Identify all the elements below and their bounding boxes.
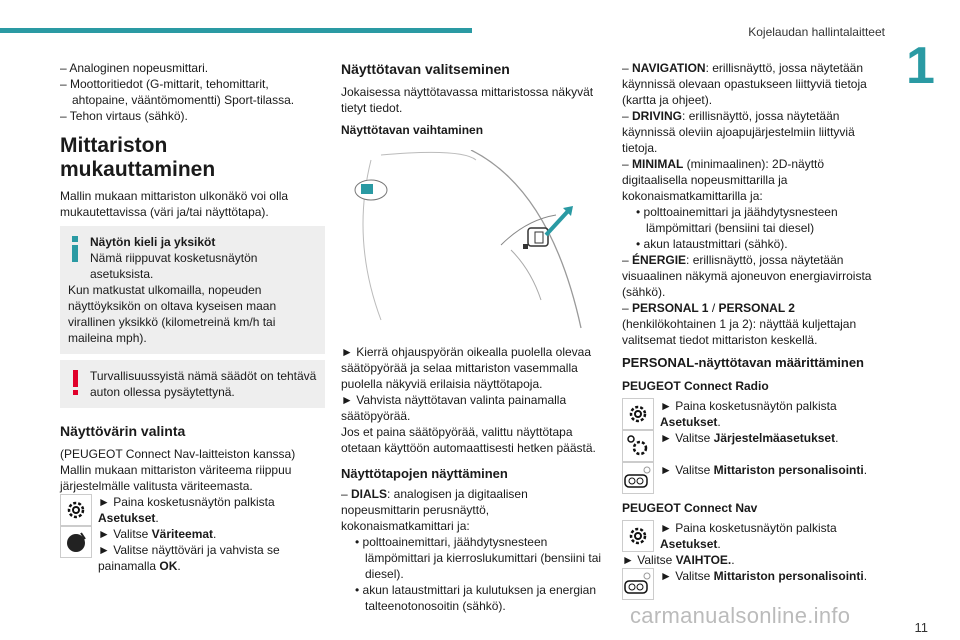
info-box xyxy=(60,226,325,354)
mode-personal: – PERSONAL 1 / PERSONAL 2 xyxy=(622,301,795,315)
subsection-heading: Näyttötavan vaihtaminen xyxy=(341,123,484,137)
step: ► Valitse Järjestelmäasetukset. xyxy=(622,430,884,462)
list-item: • akun lataustmittari ja kulutuksen ja energian talteenotonosoitin (sähkö). xyxy=(355,583,597,613)
section-heading: PERSONAL-näyttötavan määrittäminen xyxy=(622,355,864,370)
column-left xyxy=(60,60,325,574)
page-header-title: Kojelaudan hallintalaitteet xyxy=(748,25,885,39)
page-number: 11 xyxy=(914,620,928,635)
list-item: • akun lataustmittari (sähkö). xyxy=(636,237,788,251)
list-item: – Tehon virtaus (sähkö). xyxy=(60,109,188,123)
mode-dials: – DIALS: analogisen ja digitaalisen nopeusmittarin perusnäyttö, kokonaismatkamittari ja: xyxy=(341,487,528,533)
info-title: Näytön kieli ja yksiköt xyxy=(90,235,216,249)
subsection-heading: Näyttövärin valinta xyxy=(60,423,186,439)
info-text: Nämä riippuvat kosketusnäytön asetuksista. xyxy=(90,251,258,281)
paragraph: Jokaisessa näyttötavassa mittaristossa näkyvät tietyt tiedot. xyxy=(341,85,594,115)
subsection-heading: PEUGEOT Connect Nav xyxy=(622,501,758,515)
steering-wheel-illustration xyxy=(341,150,603,330)
warning-text: Turvallisuussyistä nämä säädöt on tehtävä auton ollessa pysäytettynä. xyxy=(90,369,317,399)
gear-icon xyxy=(622,398,654,430)
mode-minimal: – MINIMAL (minimaalinen): 2D-näyttö digitaalisella nopeusmittarilla ja kokonaismatkamittarilla ja: xyxy=(622,157,825,203)
column-middle xyxy=(341,60,603,614)
color-palette-icon xyxy=(60,526,92,558)
paragraph: ► Kierrä ohjauspyörän oikealla puolella olevaa säätöpyörää ja selaa mittariston vasemmalla puolella näkyviä erilaisia näyttötapoja. xyxy=(341,345,592,391)
column-right xyxy=(622,60,884,600)
list-item: – Analoginen nopeusmittari. xyxy=(60,61,209,75)
section-heading: Mittariston mukauttaminen xyxy=(60,134,216,181)
warning-icon xyxy=(70,370,80,396)
chapter-number: 1 xyxy=(906,37,935,95)
paragraph: (PEUGEOT Connect Nav-laitteiston kanssa) Mallin mukaan mittariston väriteema riippuu järjestelmälle valitusta väriteemasta. xyxy=(60,447,296,493)
header-accent-bar xyxy=(0,28,472,33)
step: ► Valitse Väriteemat. ► Valitse näyttöväri ja vahvista se painamalla OK. xyxy=(60,526,325,574)
info-text: Kun matkustat ulkomailla, nopeuden näyttöyksikön on oltava kyseisen maan virallinen yksikkö (kilometreinä km/h tai maileina mph). xyxy=(68,283,277,345)
info-icon xyxy=(70,236,80,262)
step: ► Valitse VAIHTOE.. xyxy=(622,553,735,567)
list-item: • polttoainemittari, jäähdytysnesteen lämpömittari ja kierroslukumittari (bensiini tai diesel). xyxy=(355,535,602,581)
system-settings-icon xyxy=(622,430,654,462)
subsection-heading: PEUGEOT Connect Radio xyxy=(622,379,769,393)
paragraph: Jos et paina säätöpyörää, valittu näyttötapa otetaan käyttöön automaattisesti hetken päästä. xyxy=(341,425,596,455)
instrument-cluster-icon xyxy=(622,462,654,494)
section-heading: Näyttötavan valitseminen xyxy=(341,61,510,77)
gear-icon xyxy=(60,494,92,526)
watermark: carmanualsonline.info xyxy=(630,603,851,628)
paragraph: (henkilökohtainen 1 ja 2): näyttää kuljettajan valitsemat tiedot mittariston keskellä. xyxy=(622,317,857,347)
step: ► Paina kosketusnäytön palkista Asetukset. xyxy=(60,494,325,526)
list-item: • polttoainemittari ja jäähdytysnesteen lämpömittari (bensiini tai diesel) xyxy=(636,205,838,235)
step: ► Paina kosketusnäytön palkista Asetukset. xyxy=(622,520,884,552)
paragraph: Mallin mukaan mittariston ulkonäkö voi olla mukautettavissa (väri ja/tai näyttötapa). xyxy=(60,189,289,219)
instrument-cluster-icon xyxy=(622,568,654,600)
step: ► Paina kosketusnäytön palkista Asetukset. xyxy=(622,398,884,430)
step: ► Valitse Mittariston personalisointi. xyxy=(622,462,884,494)
gear-icon xyxy=(622,520,654,552)
mode-navigation: – NAVIGATION: erillisnäyttö, jossa näytetään käynnissä olevaan opastukseen liittyviä tietoja (kartta ja ohjeet). xyxy=(622,61,867,107)
paragraph: ► Vahvista näyttötavan valinta painamalla säätöpyörää. xyxy=(341,393,567,423)
step: ► Valitse Mittariston personalisointi. xyxy=(622,568,884,600)
warning-box xyxy=(60,360,325,408)
subsection-heading: Näyttötapojen näyttäminen xyxy=(341,466,508,481)
list-item: – Moottoritiedot (G-mittarit, tehomittarit, ahtopaine, vääntömomentti) Sport-tilassa. xyxy=(60,77,295,107)
mode-driving: – DRIVING: erillisnäyttö, jossa näytetään käynnissä oleviin ajoapujärjestelmiin liittyviä tietoja. xyxy=(622,109,855,155)
mode-energie: – ÉNERGIE: erillisnäyttö, jossa näytetään visuaalinen näkymä ajoneuvon energiavirroista (sähkö). xyxy=(622,253,872,299)
